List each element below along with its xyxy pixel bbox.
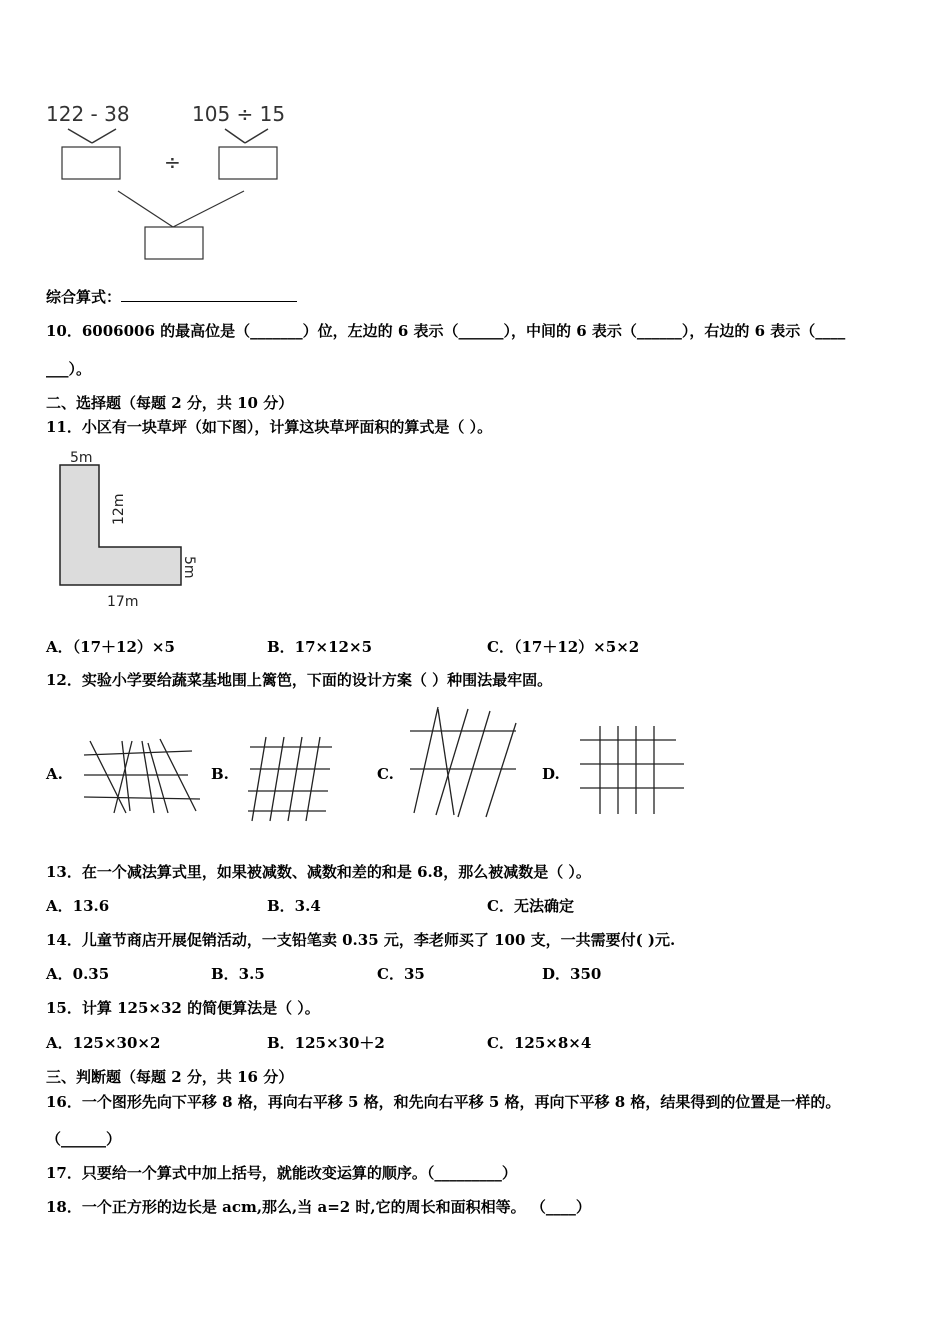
q14-text: 14．儿童节商店开展促销活动，一支铅笔卖 0.35 元，李老师买了 100 支，一共需要付( )元. [46,931,676,949]
q12-label-c[interactable]: C. [377,765,394,783]
q10-line2: ___）。 [46,360,92,378]
q11-option-a[interactable]: A．（17＋12）×5 [46,638,175,656]
q12-label-a[interactable]: A. [46,765,63,783]
fence-option-b [244,733,339,823]
expr-left: 122 - 38 [46,102,130,126]
q14-option-b[interactable]: B．3.5 [211,965,265,983]
section-2-heading: 二、选择题（每题 2 分，共 10 分） [46,394,294,412]
q15-option-c[interactable]: C．125×8×4 [487,1034,592,1052]
answer-box-right[interactable] [219,147,277,179]
q15-text: 15．计算 125×32 的简便算法是（ ）。 [46,999,320,1017]
l-shape-lawn-figure [50,445,210,615]
divide-sign: ÷ [164,150,181,174]
q9-formula-label: 综合算式： [46,288,122,306]
fence-option-c [408,705,523,820]
q13-option-c[interactable]: C．无法确定 [487,897,574,915]
label-vertical-height: 12m [111,493,127,525]
q17-text: 17．只要给一个算式中加上括号，就能改变运算的顺序。（_________） [46,1164,517,1182]
label-inner-height: 5m [181,556,197,579]
q10-line1: 10．6006006 的最高位是（_______）位，左边的 6 表示（______），中间的 6 表示（______），右边的 6 表示（____ [46,322,846,340]
q14-option-d[interactable]: D．350 [542,965,602,983]
expr-right: 105 ÷ 15 [192,102,286,126]
q13-option-b[interactable]: B．3.4 [267,897,321,915]
section-3-heading: 三、判断题（每题 2 分，共 16 分） [46,1068,294,1086]
calc-tree-diagram [40,95,310,265]
label-top-width: 5m [70,450,93,466]
q14-option-a[interactable]: A．0.35 [46,965,110,983]
q15-option-a[interactable]: A．125×30×2 [46,1034,161,1052]
q12-text: 12．实验小学要给蔬菜基地围上篱笆，下面的设计方案（ ）种围法最牢固。 [46,671,553,689]
q13-text: 13．在一个减法算式里，如果被减数、减数和差的和是 6.8，那么被减数是（ ）。 [46,863,591,881]
q9-formula [46,286,297,307]
q12-label-d[interactable]: D. [542,765,560,783]
q11-option-b[interactable]: B．17×12×5 [267,638,373,656]
q16-answer-blank[interactable]: （______） [46,1130,122,1148]
answer-box-left[interactable] [62,147,120,179]
fence-option-d [578,722,688,817]
answer-box-bottom[interactable] [145,227,203,259]
fence-option-a [80,735,205,820]
q12-label-b[interactable]: B. [211,765,229,783]
q18-text: 18．一个正方形的边长是 acm,那么,当 a=2 时,它的周长和面积相等。 （____） [46,1198,591,1216]
q11-text: 11．小区有一块草坪（如下图），计算这块草坪面积的算式是（ ）。 [46,418,493,436]
q13-option-a[interactable]: A．13.6 [46,897,110,915]
label-bottom-length: 17m [107,594,139,610]
q14-option-c[interactable]: C．35 [377,965,425,983]
q11-option-c[interactable]: C．（17＋12）×5×2 [487,638,640,656]
q15-option-b[interactable]: B．125×30＋2 [267,1034,385,1052]
q16-text: 16．一个图形先向下平移 8 格，再向右平移 5 格，和先向右平移 5 格，再向下平移 8 格，结果得到的位置是一样的。 [46,1093,841,1111]
formula-answer-blank[interactable] [121,289,297,302]
